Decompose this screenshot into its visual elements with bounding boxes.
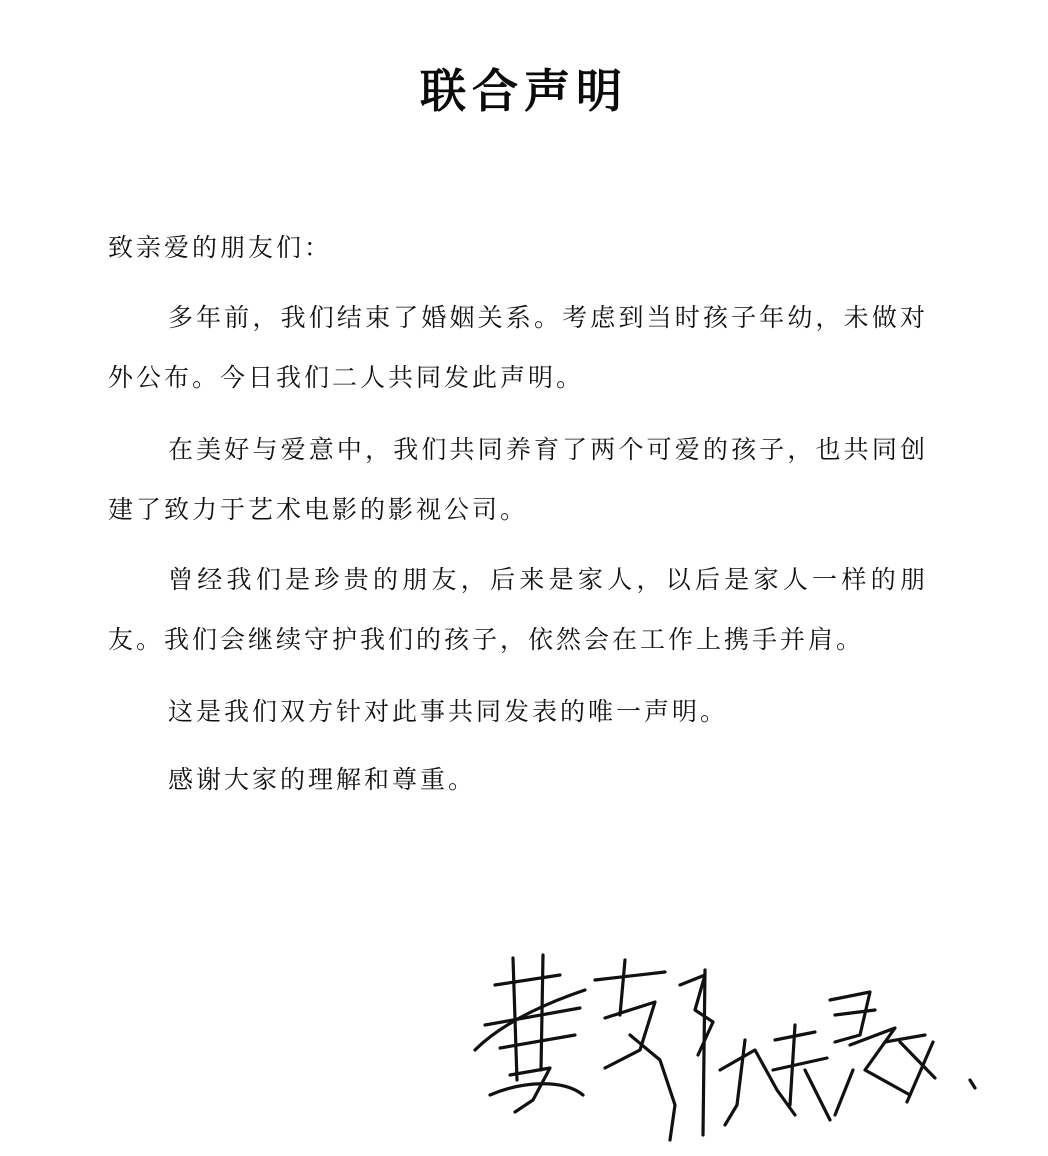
paragraph-5: 感谢大家的理解和尊重。 bbox=[168, 765, 477, 794]
page-title: 联合声明 bbox=[420, 64, 628, 118]
paragraph-1: 多年前，我们结束了婚姻关系。考虑到当时孩子年幼，未做对外公布。今日我们二人共同发此声明。 bbox=[108, 303, 928, 392]
salutation: 致亲爱的朋友们： bbox=[108, 233, 333, 262]
paragraph-3: 曾经我们是珍贵的朋友，后来是家人，以后是家人一样的朋友。我们会继续守护我们的孩子，依然会在工作上携手并肩。 bbox=[108, 565, 928, 654]
handwritten-signature bbox=[455, 930, 995, 1145]
paragraph-2: 在美好与爱意中，我们共同养育了两个可爱的孩子，也共同创建了致力于艺术电影的影视公司。 bbox=[108, 435, 928, 524]
paragraph-4: 这是我们双方针对此事共同发表的唯一声明。 bbox=[168, 697, 729, 726]
